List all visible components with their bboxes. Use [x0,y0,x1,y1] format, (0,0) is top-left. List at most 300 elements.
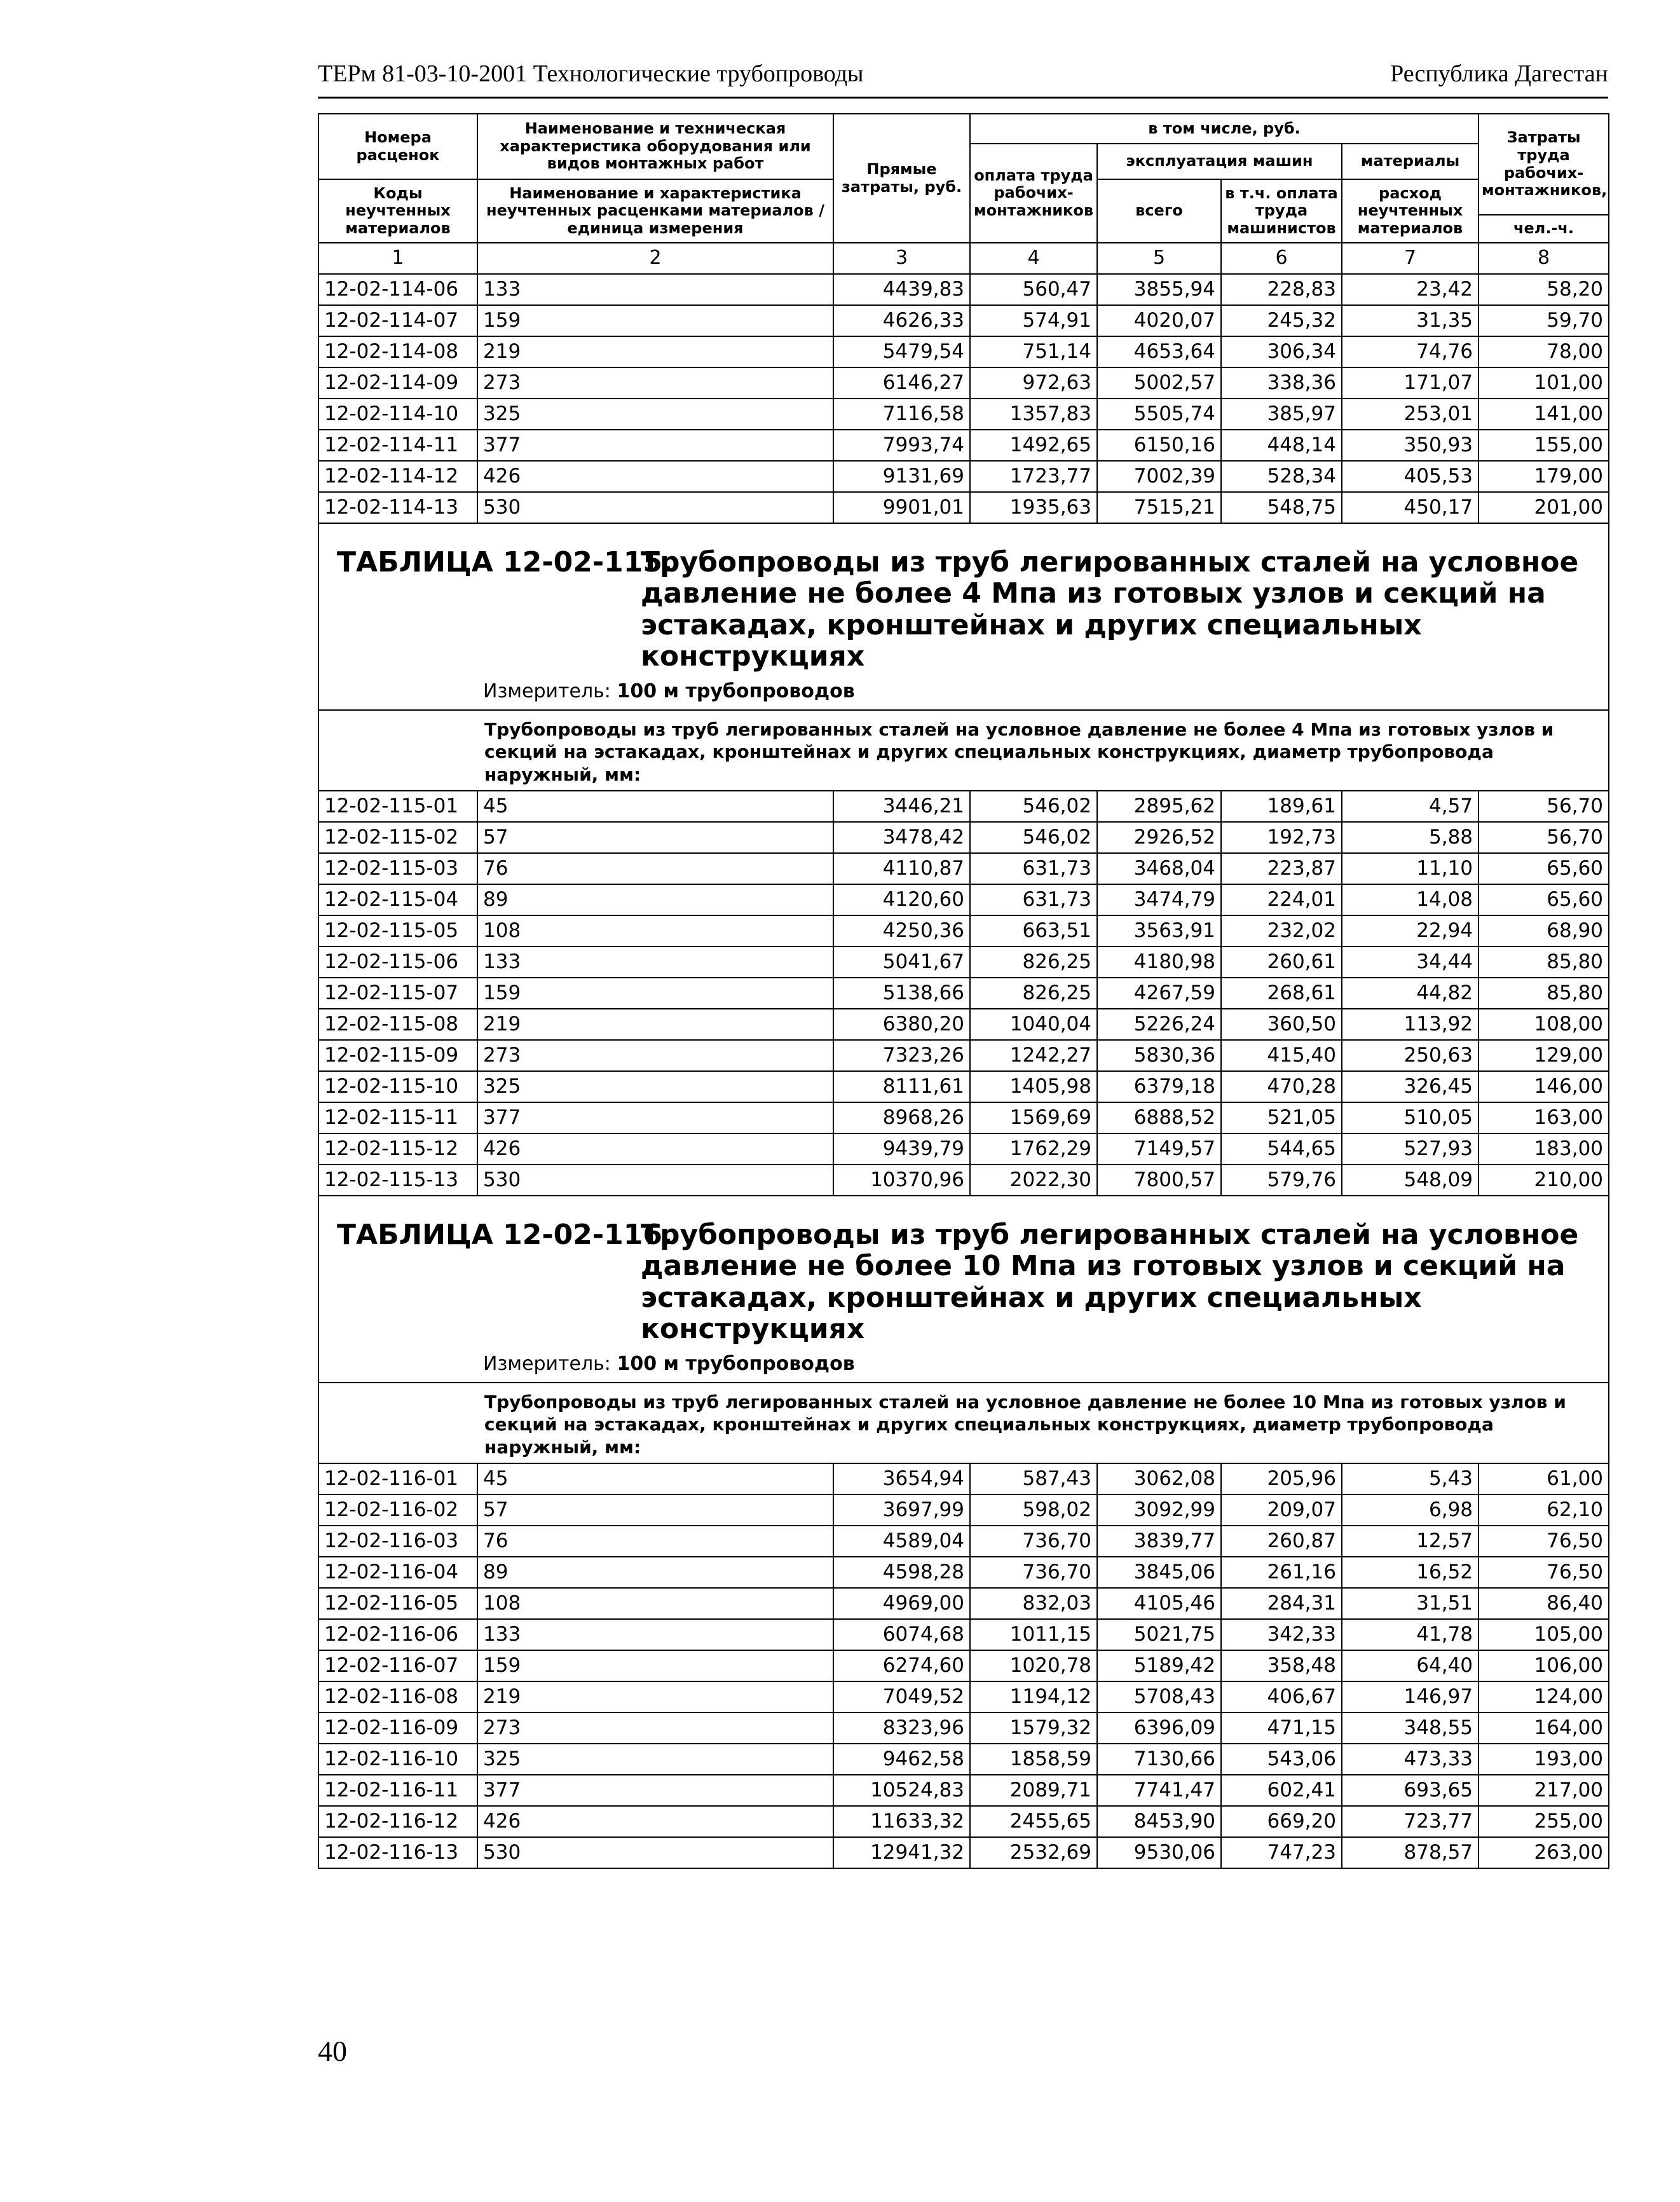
value-cell: 6150,16 [1097,430,1221,461]
value-cell: 1762,29 [970,1133,1097,1165]
value-cell: 4110,87 [833,853,970,884]
table-row [318,1806,1609,1837]
value-cell: 56,70 [1479,791,1609,822]
value-cell: 250,63 [1342,1040,1479,1071]
value-cell: 58,20 [1479,274,1609,305]
value-cell: 113,92 [1342,1009,1479,1040]
table-row [318,884,1609,915]
section-subheading: Трубопроводы из труб легированных сталей на условное давление не более 4 Мпа из готовых узлов и секций на эстакадах, кронштейнах и других специальных конструкциях, диаметр трубопровода наружный, мм: [318,710,1609,791]
table-row [318,336,1609,367]
diameter-cell: 89 [477,884,833,915]
rate-code-cell: 12-02-116-03 [318,1526,477,1557]
diameter-cell: 76 [477,1526,833,1557]
value-cell: 4598,28 [833,1557,970,1588]
value-cell: 5505,74 [1097,399,1221,430]
header-including: в том числе, руб. [970,114,1479,144]
value-cell: 342,33 [1221,1619,1342,1650]
value-cell: 360,50 [1221,1009,1342,1040]
value-cell: 385,97 [1221,399,1342,430]
value-cell: 14,08 [1342,884,1479,915]
value-cell: 64,40 [1342,1650,1479,1681]
header-machine-ops: эксплуатация машин [1097,144,1342,179]
value-cell: 736,70 [970,1526,1097,1557]
diameter-cell: 325 [477,399,833,430]
value-cell: 183,00 [1479,1133,1609,1165]
diameter-cell: 133 [477,1619,833,1650]
measure-value: 100 м трубопроводов [617,1353,855,1376]
region-name: Республика Дагестан [1390,60,1608,87]
table-row [318,915,1609,947]
value-cell: 1723,77 [970,461,1097,492]
value-cell: 1935,63 [970,492,1097,523]
rate-code-cell: 12-02-115-04 [318,884,477,915]
value-cell: 574,91 [970,305,1097,336]
value-cell: 56,70 [1479,822,1609,853]
value-cell: 232,02 [1221,915,1342,947]
value-cell: 473,33 [1342,1744,1479,1775]
value-cell: 7130,66 [1097,1744,1221,1775]
diameter-cell: 159 [477,305,833,336]
value-cell: 5189,42 [1097,1650,1221,1681]
table-row [318,1009,1609,1040]
diameter-cell: 377 [477,1102,833,1133]
value-cell: 31,35 [1342,305,1479,336]
value-cell: 3563,91 [1097,915,1221,947]
measure-line [483,681,1608,703]
rate-code-cell: 12-02-114-13 [318,492,477,523]
value-cell: 4626,33 [833,305,970,336]
value-cell: 4120,60 [833,884,970,915]
diameter-cell: 57 [477,1494,833,1526]
measure-line [483,1353,1608,1376]
rate-code-cell: 12-02-116-08 [318,1681,477,1713]
rate-code-cell: 12-02-116-05 [318,1588,477,1619]
table-row [318,947,1609,978]
value-cell: 124,00 [1479,1681,1609,1713]
value-cell: 10524,83 [833,1775,970,1806]
value-cell: 4180,98 [1097,947,1221,978]
value-cell: 146,97 [1342,1681,1479,1713]
rate-code-cell: 12-02-114-09 [318,367,477,399]
column-number: 3 [833,243,970,274]
value-cell: 164,00 [1479,1713,1609,1744]
value-cell: 405,53 [1342,461,1479,492]
value-cell: 560,47 [970,274,1097,305]
diameter-cell: 273 [477,1713,833,1744]
value-cell: 3478,42 [833,822,970,853]
value-cell: 826,25 [970,947,1097,978]
value-cell: 1040,04 [970,1009,1097,1040]
value-cell: 59,70 [1479,305,1609,336]
value-cell: 34,44 [1342,947,1479,978]
rate-code-cell: 12-02-116-10 [318,1744,477,1775]
value-cell: 268,61 [1221,978,1342,1009]
table-row [318,492,1609,523]
section-title-row [318,1196,1609,1383]
value-cell: 543,06 [1221,1744,1342,1775]
value-cell: 4020,07 [1097,305,1221,336]
value-cell: 3474,79 [1097,884,1221,915]
rate-code-cell: 12-02-116-04 [318,1557,477,1588]
value-cell: 209,07 [1221,1494,1342,1526]
value-cell: 6,98 [1342,1494,1479,1526]
column-number: 2 [477,243,833,274]
section-title-cell [318,523,1609,710]
value-cell: 7049,52 [833,1681,970,1713]
measure-value: 100 м трубопроводов [617,680,855,703]
value-cell: 3468,04 [1097,853,1221,884]
rate-code-cell: 12-02-115-13 [318,1165,477,1196]
value-cell: 23,42 [1342,274,1479,305]
value-cell: 2089,71 [970,1775,1097,1806]
value-cell: 205,96 [1221,1463,1342,1494]
value-cell: 255,00 [1479,1806,1609,1837]
diameter-cell: 45 [477,1463,833,1494]
table-row [318,367,1609,399]
value-cell: 146,00 [1479,1071,1609,1102]
table-row [318,978,1609,1009]
value-cell: 602,41 [1221,1775,1342,1806]
value-cell: 210,00 [1479,1165,1609,1196]
rate-code-cell: 12-02-114-08 [318,336,477,367]
column-number: 7 [1342,243,1479,274]
value-cell: 2022,30 [970,1165,1097,1196]
value-cell: 587,43 [970,1463,1097,1494]
diameter-cell: 377 [477,430,833,461]
header-direct-costs: Прямые затраты, руб. [833,114,970,243]
value-cell: 972,63 [970,367,1097,399]
value-cell: 6379,18 [1097,1071,1221,1102]
value-cell: 579,76 [1221,1165,1342,1196]
table-row [318,1619,1609,1650]
value-cell: 548,09 [1342,1165,1479,1196]
value-cell: 3062,08 [1097,1463,1221,1494]
rate-code-cell: 12-02-115-02 [318,822,477,853]
value-cell: 7323,26 [833,1040,970,1071]
value-cell: 448,14 [1221,430,1342,461]
value-cell: 471,15 [1221,1713,1342,1744]
value-cell: 22,94 [1342,915,1479,947]
value-cell: 76,50 [1479,1526,1609,1557]
rate-code-cell: 12-02-116-12 [318,1806,477,1837]
value-cell: 189,61 [1221,791,1342,822]
diameter-cell: 325 [477,1071,833,1102]
value-cell: 3855,94 [1097,274,1221,305]
table-row [318,791,1609,822]
diameter-cell: 273 [477,367,833,399]
diameter-cell: 57 [477,822,833,853]
table-row [318,1165,1609,1196]
value-cell: 3446,21 [833,791,970,822]
value-cell: 101,00 [1479,367,1609,399]
section-title: Трубопроводы из труб легированных сталей на условное давление не более 10 Мпа из готовых узлов и секций на эстакадах, кронштейнах и других специальных конструкциях [641,1219,1579,1345]
value-cell: 1405,98 [970,1071,1097,1102]
value-cell: 450,17 [1342,492,1479,523]
value-cell: 224,01 [1221,884,1342,915]
table-row [318,1681,1609,1713]
rate-code-cell: 12-02-115-01 [318,791,477,822]
value-cell: 9131,69 [833,461,970,492]
value-cell: 5479,54 [833,336,970,367]
value-cell: 4439,83 [833,274,970,305]
rate-code-cell: 12-02-115-03 [318,853,477,884]
value-cell: 192,73 [1221,822,1342,853]
value-cell: 598,02 [970,1494,1097,1526]
value-cell: 105,00 [1479,1619,1609,1650]
value-cell: 6074,68 [833,1619,970,1650]
section-title: Трубопроводы из труб легированных сталей на условное давление не более 4 Мпа из готовых узлов и секций на эстакадах, кронштейнах и других специальных конструкциях [641,546,1579,673]
header-labor-pay: оплата труда рабочих-монтажников [970,144,1097,243]
diameter-cell: 426 [477,1806,833,1837]
rate-code-cell: 12-02-115-06 [318,947,477,978]
value-cell: 5021,75 [1097,1619,1221,1650]
page-header [318,58,1608,99]
value-cell: 171,07 [1342,367,1479,399]
value-cell: 348,55 [1342,1713,1479,1744]
column-number: 6 [1221,243,1342,274]
diameter-cell: 159 [477,1650,833,1681]
value-cell: 527,93 [1342,1133,1479,1165]
value-cell: 7993,74 [833,430,970,461]
diameter-cell: 426 [477,461,833,492]
rate-code-cell: 12-02-115-12 [318,1133,477,1165]
value-cell: 306,34 [1221,336,1342,367]
value-cell: 546,02 [970,822,1097,853]
section-label: ТАБЛИЦА 12-02-116. [337,1219,673,1252]
value-cell: 260,61 [1221,947,1342,978]
value-cell: 108,00 [1479,1009,1609,1040]
value-cell: 4105,46 [1097,1588,1221,1619]
header-incl-machinists: в т.ч. оплата труда машинистов [1221,179,1342,243]
header-total: всего [1097,179,1221,243]
rate-code-cell: 12-02-114-10 [318,399,477,430]
value-cell: 11633,32 [833,1806,970,1837]
diameter-cell: 76 [477,853,833,884]
value-cell: 3654,94 [833,1463,970,1494]
table-row [318,1133,1609,1165]
rate-code-cell: 12-02-114-11 [318,430,477,461]
value-cell: 201,00 [1479,492,1609,523]
diameter-cell: 159 [477,978,833,1009]
value-cell: 141,00 [1479,399,1609,430]
table-row [318,1744,1609,1775]
value-cell: 261,16 [1221,1557,1342,1588]
value-cell: 179,00 [1479,461,1609,492]
column-number: 4 [970,243,1097,274]
value-cell: 12941,32 [833,1837,970,1868]
diameter-cell: 133 [477,274,833,305]
header-material-codes: Коды неучтенных материалов [318,179,477,243]
value-cell: 78,00 [1479,336,1609,367]
diameter-cell: 108 [477,1588,833,1619]
value-cell: 5138,66 [833,978,970,1009]
value-cell: 2895,62 [1097,791,1221,822]
value-cell: 510,05 [1342,1102,1479,1133]
value-cell: 546,02 [970,791,1097,822]
rate-code-cell: 12-02-115-07 [318,978,477,1009]
diameter-cell: 377 [477,1775,833,1806]
diameter-cell: 530 [477,1837,833,1868]
value-cell: 8111,61 [833,1071,970,1102]
value-cell: 245,32 [1221,305,1342,336]
value-cell: 663,51 [970,915,1097,947]
table-row [318,853,1609,884]
value-cell: 260,87 [1221,1526,1342,1557]
value-cell: 521,05 [1221,1102,1342,1133]
header-materials: материалы [1342,144,1479,179]
value-cell: 4969,00 [833,1588,970,1619]
value-cell: 62,10 [1479,1494,1609,1526]
value-cell: 85,80 [1479,978,1609,1009]
value-cell: 2455,65 [970,1806,1097,1837]
value-cell: 6274,60 [833,1650,970,1681]
value-cell: 338,36 [1221,367,1342,399]
value-cell: 263,00 [1479,1837,1609,1868]
value-cell: 8968,26 [833,1102,970,1133]
value-cell: 4267,59 [1097,978,1221,1009]
diameter-cell: 219 [477,336,833,367]
value-cell: 41,78 [1342,1619,1479,1650]
diameter-cell: 89 [477,1557,833,1588]
subheading-row [318,710,1609,791]
value-cell: 832,03 [970,1588,1097,1619]
value-cell: 4,57 [1342,791,1479,822]
value-cell: 6396,09 [1097,1713,1221,1744]
value-cell: 3845,06 [1097,1557,1221,1588]
table-row [318,430,1609,461]
header-name-tech: Наименование и техническая характеристика оборудования или видов монтажных работ [477,114,833,179]
rate-code-cell: 12-02-115-10 [318,1071,477,1102]
value-cell: 253,01 [1342,399,1479,430]
section-heading [337,547,1608,672]
table-row [318,461,1609,492]
value-cell: 631,73 [970,884,1097,915]
value-cell: 106,00 [1479,1650,1609,1681]
column-number: 1 [318,243,477,274]
value-cell: 8323,96 [833,1713,970,1744]
rate-code-cell: 12-02-114-07 [318,305,477,336]
value-cell: 9439,79 [833,1133,970,1165]
value-cell: 548,75 [1221,492,1342,523]
value-cell: 9901,01 [833,492,970,523]
header-labor-unit: чел.-ч. [1479,215,1609,243]
value-cell: 751,14 [970,336,1097,367]
table-row [318,822,1609,853]
rate-code-cell: 12-02-116-06 [318,1619,477,1650]
value-cell: 7116,58 [833,399,970,430]
diameter-cell: 133 [477,947,833,978]
value-cell: 544,65 [1221,1133,1342,1165]
rate-code-cell: 12-02-116-13 [318,1837,477,1868]
value-cell: 76,50 [1479,1557,1609,1588]
value-cell: 736,70 [970,1557,1097,1588]
value-cell: 5002,57 [1097,367,1221,399]
value-cell: 826,25 [970,978,1097,1009]
table-row [318,1040,1609,1071]
value-cell: 747,23 [1221,1837,1342,1868]
value-cell: 1492,65 [970,430,1097,461]
value-cell: 1011,15 [970,1619,1097,1650]
rate-code-cell: 12-02-116-07 [318,1650,477,1681]
rate-code-cell: 12-02-116-09 [318,1713,477,1744]
table-row [318,1713,1609,1744]
value-cell: 5708,43 [1097,1681,1221,1713]
value-cell: 6888,52 [1097,1102,1221,1133]
value-cell: 7515,21 [1097,492,1221,523]
table-row [318,1557,1609,1588]
value-cell: 85,80 [1479,947,1609,978]
value-cell: 1579,32 [970,1713,1097,1744]
value-cell: 16,52 [1342,1557,1479,1588]
value-cell: 4250,36 [833,915,970,947]
rates-table-body [318,114,1609,1868]
diameter-cell: 530 [477,492,833,523]
value-cell: 68,90 [1479,915,1609,947]
value-cell: 528,34 [1221,461,1342,492]
value-cell: 669,20 [1221,1806,1342,1837]
value-cell: 4589,04 [833,1526,970,1557]
value-cell: 2926,52 [1097,822,1221,853]
value-cell: 358,48 [1221,1650,1342,1681]
document-title: ТЕРм 81-03-10-2001 Технологические трубопроводы [318,60,864,87]
table-row [318,1494,1609,1526]
value-cell: 74,76 [1342,336,1479,367]
value-cell: 1858,59 [970,1744,1097,1775]
value-cell: 415,40 [1221,1040,1342,1071]
value-cell: 5,43 [1342,1463,1479,1494]
header-rate-numbers: Номера расценок [318,114,477,179]
value-cell: 631,73 [970,853,1097,884]
value-cell: 65,60 [1479,884,1609,915]
column-number: 8 [1479,243,1609,274]
table-row [318,1837,1609,1868]
subheading-row [318,1383,1609,1463]
value-cell: 163,00 [1479,1102,1609,1133]
diameter-cell: 530 [477,1165,833,1196]
rate-code-cell: 12-02-116-01 [318,1463,477,1494]
section-subheading: Трубопроводы из труб легированных сталей на условное давление не более 10 Мпа из готовых узлов и секций на эстакадах, кронштейнах и других специальных конструкциях, диаметр трубопровода наружный, мм: [318,1383,1609,1463]
table-row [318,274,1609,305]
header-row-1 [318,114,1609,144]
value-cell: 44,82 [1342,978,1479,1009]
value-cell: 9462,58 [833,1744,970,1775]
value-cell: 7149,57 [1097,1133,1221,1165]
column-number: 5 [1097,243,1221,274]
value-cell: 7002,39 [1097,461,1221,492]
value-cell: 223,87 [1221,853,1342,884]
diameter-cell: 325 [477,1744,833,1775]
value-cell: 8453,90 [1097,1806,1221,1837]
value-cell: 61,00 [1479,1463,1609,1494]
header-labor-costs: Затраты труда рабочих-монтажников, [1479,114,1609,215]
table-row [318,1102,1609,1133]
rates-table [318,113,1609,1869]
value-cell: 723,77 [1342,1806,1479,1837]
value-cell: 5226,24 [1097,1009,1221,1040]
value-cell: 1194,12 [970,1681,1097,1713]
header-name-materials: Наименование и характеристика неучтенных расценками материалов / единица измерения [477,179,833,243]
value-cell: 9530,06 [1097,1837,1221,1868]
value-cell: 2532,69 [970,1837,1097,1868]
page-number: 40 [318,2035,347,2067]
value-cell: 12,57 [1342,1526,1479,1557]
value-cell: 7741,47 [1097,1775,1221,1806]
measure-label: Измеритель: [483,1353,611,1376]
rate-code-cell: 12-02-115-08 [318,1009,477,1040]
value-cell: 3839,77 [1097,1526,1221,1557]
diameter-cell: 219 [477,1009,833,1040]
value-cell: 470,28 [1221,1071,1342,1102]
